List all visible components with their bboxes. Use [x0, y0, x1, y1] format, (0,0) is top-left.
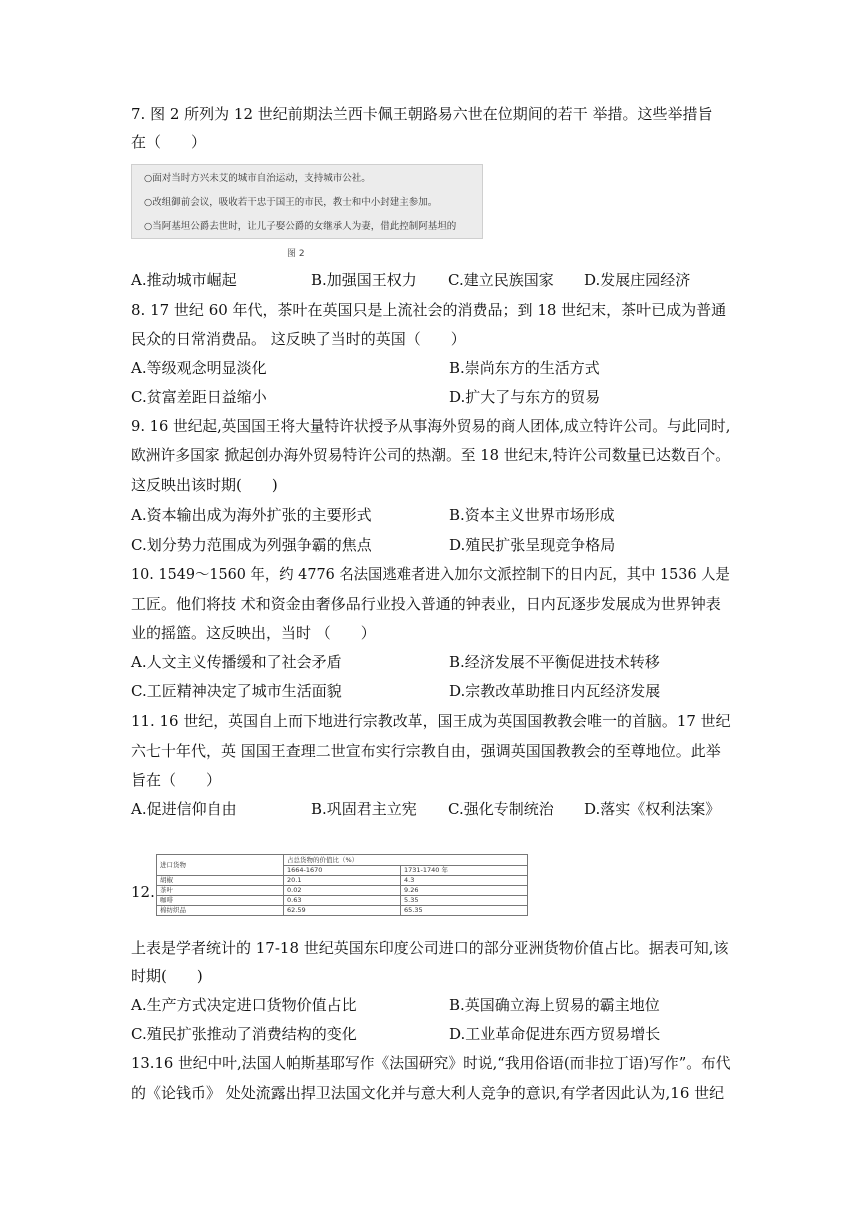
table-cell-item: 茶叶: [157, 886, 284, 896]
table-cell-value: 0.02: [284, 886, 401, 896]
q7-option-d: D.发展庄园经济: [584, 271, 691, 289]
q9-stem-line-3: 这反映出该时期( ): [131, 476, 278, 494]
q11-stem-line-1: 11. 16 世纪，英国自上而下地进行宗教改革，国王成为英国国教教会唯一的首脑。17 世纪: [131, 712, 731, 730]
table-header-period-1: 1664-1670: [284, 866, 401, 876]
table-cell-value: 5.35: [401, 896, 528, 906]
table-row: [157, 906, 528, 916]
q10-option-c: C.工匠精神决定了城市生活面貌: [131, 682, 342, 700]
q12-number: 12.: [131, 883, 155, 901]
q12-stem-line-2: 时期( ): [131, 967, 203, 985]
q12-option-c: C.殖民扩张推动了消费结构的变化: [131, 1025, 357, 1043]
q9-option-b: B.资本主义世界市场形成: [449, 506, 615, 524]
table-row: [157, 876, 528, 886]
q8-option-d: D.扩大了与东方的贸易: [449, 388, 601, 406]
q10-option-b: B.经济发展不平衡促进技术转移: [449, 653, 660, 671]
q11-stem-line-2: 六七十年代，英 国国王查理二世宣布实行宗教自由，强调英国国教教会的至尊地位。此举: [131, 742, 721, 760]
figure-2-box: [131, 164, 483, 239]
table-cell-item: 咖啡: [157, 896, 284, 906]
q13-stem-line-2: 的《论钱币》 处处流露出捍卫法国文化并与意大利人竞争的意识,有学者因此认为,16 世纪: [131, 1084, 725, 1102]
q12-option-d: D.工业革命促进东西方贸易增长: [449, 1025, 661, 1043]
q7-option-a: A.推动城市崛起: [131, 271, 237, 289]
q13-stem-line-1: 13.16 世纪中叶,法国人帕斯基耶写作《法国研究》时说,“我用俗语(而非拉丁语)写作”。布代: [131, 1054, 731, 1072]
q9-stem-line-2: 欧洲许多国家 掀起创办海外贸易特许公司的热潮。至 18 世纪末,特许公司数量已达数百个。: [131, 446, 731, 464]
table-cell-value: 20.1: [284, 876, 401, 886]
q7-stem-line-1: 7. 图 2 所列为 12 世纪前期法兰西卡佩王朝路易六世在位期间的若干 举措。这些举措旨: [131, 105, 713, 123]
q8-option-c: C.贫富差距日益缩小: [131, 388, 267, 406]
q8-option-b: B.崇尚东方的生活方式: [449, 359, 600, 377]
figure-2-line: ○改组御前会议，吸收若干忠于国王的市民，教士和中小封建主参加。: [144, 197, 438, 208]
q8-stem-line-2: 民众的日常消费品。 这反映了当时的英国（ ）: [131, 330, 466, 348]
q9-option-c: C.划分势力范围成为列强争霸的焦点: [131, 536, 372, 554]
q7-option-c: C.建立民族国家: [448, 271, 554, 289]
q9-stem-line-1: 9. 16 世纪起,英国国王将大量特许状授予从事海外贸易的商人团体,成立特许公司。与此同时,: [131, 417, 731, 435]
q11-option-c: C.强化专制统治: [448, 800, 554, 818]
table-header-group: 占总货物的价值比（%）: [284, 855, 528, 866]
q10-stem-line-2: 工匠。他们将技 术和资金由奢侈品行业投入普通的钟表业，日内瓦逐步发展成为世界钟表: [131, 595, 721, 613]
table-cell-value: 0.63: [284, 896, 401, 906]
q10-stem-line-1: 10. 1549～1560 年，约 4776 名法国逃难者进入加尔文派控制下的日内瓦，其中 1536 人是: [131, 565, 730, 583]
table-header-period-2: 1731-1740 年: [401, 866, 528, 876]
table-cell-value: 9.26: [401, 886, 528, 896]
q11-option-d: D.落实《权利法案》: [584, 800, 721, 818]
table-cell-value: 62.59: [284, 906, 401, 916]
q7-option-b: B.加强国王权力: [311, 271, 417, 289]
q10-stem-line-3: 业的摇篮。这反映出，当时 （ ）: [131, 624, 376, 642]
q10-option-d: D.宗教改革助推日内瓦经济发展: [449, 682, 661, 700]
table-cell-value: 65.35: [401, 906, 528, 916]
q9-option-d: D.殖民扩张呈现竞争格局: [449, 536, 616, 554]
import-value-table: [156, 854, 528, 916]
q12-stem-line-1: 上表是学者统计的 17-18 世纪英国东印度公司进口的部分亚洲货物价值占比。据表可知,该: [131, 939, 729, 957]
figure-2-line: ○面对当时方兴未艾的城市自治运动，支持城市公社。: [144, 173, 371, 184]
table-cell-item: 胡椒: [157, 876, 284, 886]
table-row: [157, 886, 528, 896]
table-cell-value: 4.3: [401, 876, 528, 886]
q12-option-b: B.英国确立海上贸易的霸主地位: [449, 996, 660, 1014]
q11-option-a: A.促进信仰自由: [131, 800, 237, 818]
q11-stem-line-3: 旨在（ ）: [131, 771, 222, 789]
figure-2-caption: 图 2: [287, 249, 305, 259]
q9-option-a: A.资本输出成为海外扩张的主要形式: [131, 506, 372, 524]
table-cell-item: 棉纺织品: [157, 906, 284, 916]
table-header-goods: 进口货物: [157, 855, 284, 876]
q10-option-a: A.人文主义传播缓和了社会矛盾: [131, 653, 342, 671]
q7-stem-line-2: 在（ ）: [131, 133, 207, 151]
q12-option-a: A.生产方式决定进口货物价值占比: [131, 996, 357, 1014]
figure-2-line: ○当阿基坦公爵去世时，让儿子娶公爵的女继承人为妻，借此控制阿基坦的: [144, 221, 457, 232]
q8-option-a: A.等级观念明显淡化: [131, 359, 267, 377]
q8-stem-line-1: 8. 17 世纪 60 年代，茶叶在英国只是上流社会的消费品；到 18 世纪末，茶叶已成为普通: [131, 301, 727, 319]
q11-option-b: B.巩固君主立宪: [311, 800, 417, 818]
table-row: [157, 896, 528, 906]
